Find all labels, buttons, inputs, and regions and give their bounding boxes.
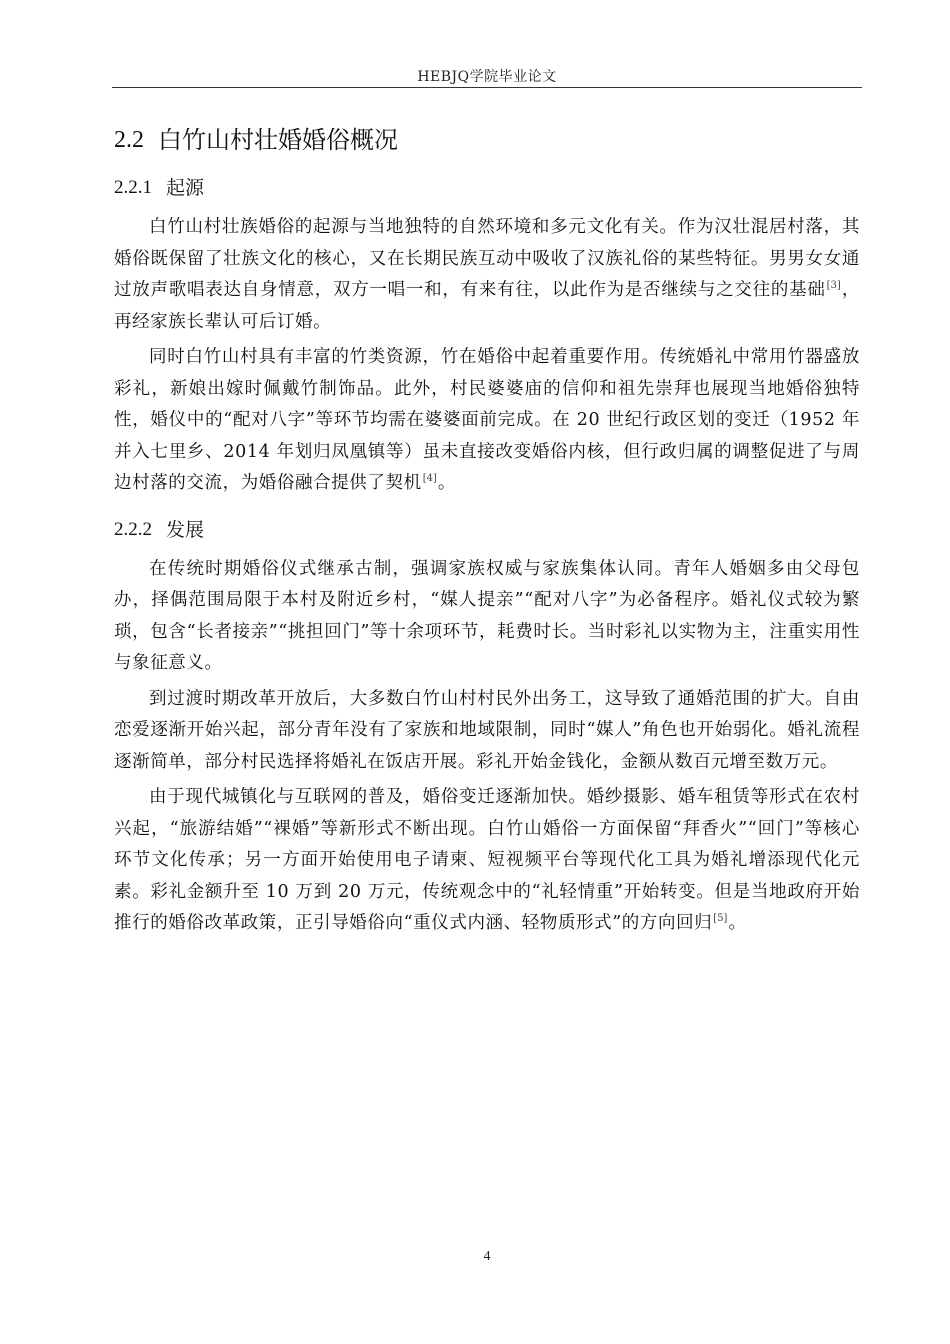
section-heading xyxy=(114,120,860,160)
paragraph-text: 白竹山村壮族婚俗的起源与当地独特的自然环境和多元文化有关。作为汉壮混居村落，其婚俗既保留了壮族文化的核心，又在长期民族互动中吸收了汉族礼俗的某些特征。男男女女通过放声歌唱表达自身情意，双方一唱一和，有来有往，以此作为是否继续与之交往的基础 xyxy=(114,217,860,300)
section-number: 2.2 xyxy=(114,127,144,153)
subsection-heading-origin xyxy=(114,170,860,206)
paragraph xyxy=(114,782,860,940)
subsection-number: 2.2.1 xyxy=(114,177,152,198)
paragraph xyxy=(114,212,860,338)
header-rule xyxy=(112,87,862,88)
body-content xyxy=(114,120,860,940)
section-title: 白竹山村壮婚婚俗概况 xyxy=(158,126,398,154)
subsection-number: 2.2.2 xyxy=(114,518,152,540)
subsection-heading-development xyxy=(114,512,860,548)
subsection-title: 起源 xyxy=(166,177,205,199)
page-number: 4 xyxy=(483,1249,491,1264)
paragraph xyxy=(114,342,860,500)
citation-ref[interactable]: [4] xyxy=(422,473,437,484)
paragraph-text: 由于现代城镇化与互联网的普及，婚俗变迁逐渐加快。婚纱摄影、婚车租赁等形式在农村兴起，“旅游结婚”“裸婚”等新形式不断出现。白竹山婚俗一方面保留“拜香火”“回门”等核心环节文化传承；另一方面开始使用电子请柬、短视频平台等现代化工具为婚礼增添现代化元素。彩礼金额升至 10 万到 20 万元，传统观念中的“礼轻情重”开始转变。但是当地政府开始推行的婚俗改革政策，正引导婚俗向“重仪式内涵、轻物质形式”的方向回归 xyxy=(114,787,860,933)
paragraph-tail: ，再经家族长辈认可后订婚。 xyxy=(114,280,860,332)
paragraph xyxy=(114,554,860,680)
paragraph-text: 到过渡时期改革开放后，大多数白竹山村村民外出务工，这导致了通婚范围的扩大。自由恋爱逐渐开始兴起，部分青年没有了家族和地域限制，同时“媒人”角色也开始弱化。婚礼流程逐渐简单，部分村民选择将婚礼在饭店开展。彩礼开始金钱化，金额从数百元增至数万元。 xyxy=(114,688,860,772)
paragraph-text: 同时白竹山村具有丰富的竹类资源，竹在婚俗中起着重要作用。传统婚礼中常用竹器盛放彩礼，新娘出嫁时佩戴竹制饰品。此外，村民婆婆庙的信仰和祖先崇拜也展现当地婚俗独特性，婚仪中的“配对八字”等环节均需在婆婆面前完成。在 20 世纪行政区划的变迁（1952 年并入七里乡、2014 年划归凤凰镇等）虽未直接改变婚俗内核，但行政归属的调整促进了与周边村落的交流，为婚俗融合提供了契机 xyxy=(114,347,860,493)
citation-ref[interactable]: [3] xyxy=(826,280,841,291)
citation-ref[interactable]: [5] xyxy=(713,913,728,924)
running-header: HEBJQ学院毕业论文 xyxy=(417,69,557,85)
paragraph-tail: 。 xyxy=(728,913,747,933)
paragraph-text: 在传统时期婚俗仪式继承古制，强调家族权威与家族集体认同。青年人婚姻多由父母包办，择偶范围局限于本村及附近乡村，“媒人提亲”“配对八字”为必备程序。婚礼仪式较为繁琐，包含“长者接亲”“挑担回门”等十余项环节，耗费时长。当时彩礼以实物为主，注重实用性与象征意义。 xyxy=(114,558,860,673)
paragraph xyxy=(114,684,860,779)
subsection-title: 发展 xyxy=(166,518,205,541)
paragraph-tail: 。 xyxy=(437,473,456,493)
